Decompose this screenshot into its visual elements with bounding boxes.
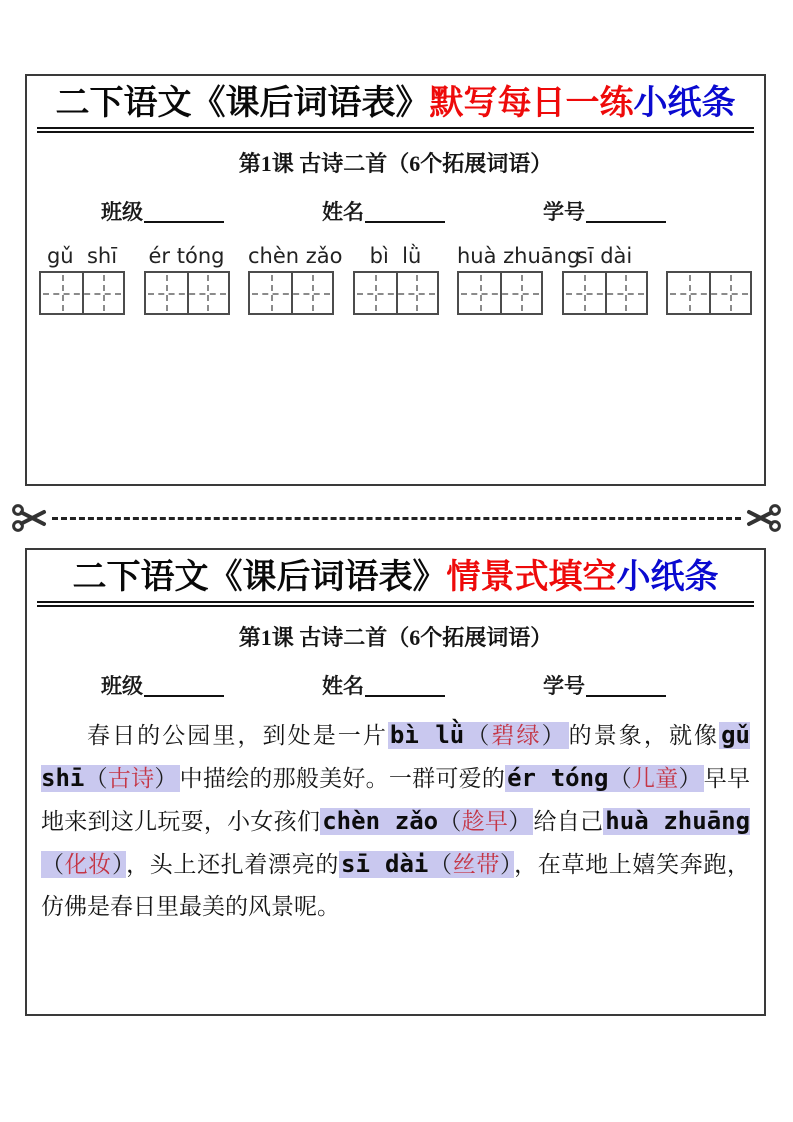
pinyin-row [27, 244, 764, 268]
name-label: 姓名 [322, 674, 364, 699]
pinyin-text: ér tóng [507, 764, 609, 793]
open-paren: （ [464, 723, 492, 749]
pinyin-word [666, 244, 752, 268]
student-info-row [27, 670, 764, 700]
answer-text: 趁早 [461, 809, 509, 835]
story-text: 春日的公园里，到处是一片 [87, 723, 388, 749]
close-paren: ） [154, 766, 178, 792]
cut-line [12, 499, 781, 537]
title-course-part: 二下语文《课后词语表》 [72, 559, 447, 596]
pinyin-text: sī dài [341, 850, 429, 879]
title-activity-part: 情景式填空 [446, 559, 617, 596]
title-course-part: 二下语文《课后词语表》 [55, 85, 430, 122]
close-paren: ） [541, 723, 567, 749]
grid-guide-line [605, 273, 607, 313]
grid-guide-line [291, 273, 293, 313]
writing-grid [248, 271, 334, 315]
class-label: 班级 [101, 674, 143, 699]
lesson-subtitle: 第1课 古诗二首（6个拓展词语） [238, 625, 553, 651]
pinyin-text: huà zhuāng [605, 807, 751, 836]
story-text: 的景象，就像 [568, 723, 720, 749]
open-paren: （ [428, 852, 453, 878]
story-text: 给自己 [533, 809, 604, 835]
student-info-row [27, 196, 764, 226]
writing-grid [562, 271, 648, 315]
story-paragraph [41, 714, 750, 928]
pinyin-word: gǔ shī [46, 244, 118, 269]
writing-grid [39, 271, 125, 315]
pinyin-answer-blank [320, 808, 533, 835]
pinyin-answer-blank [505, 765, 704, 792]
class-field [101, 196, 224, 226]
name-label: 姓名 [322, 200, 364, 225]
number-field [543, 670, 666, 700]
writing-grid [144, 271, 230, 315]
answer-text: 化妆 [64, 852, 112, 878]
answer-text: 古诗 [107, 766, 155, 792]
section-fill-in-slip [25, 548, 766, 1016]
class-label: 班级 [101, 200, 143, 225]
title-activity-part: 默写每日一练 [429, 85, 634, 122]
grid-guide-line [500, 273, 502, 313]
pinyin-text: gǔ shī [41, 721, 751, 793]
story-text: 中描绘的那般美好。一群可爱的 [179, 766, 506, 792]
pinyin-answer-blank [388, 722, 569, 749]
story-text: ，在草地上嬉笑奔跑，仿佛是春日里最美的风景呢。 [41, 852, 751, 920]
pinyin-word: bì lǜ [369, 244, 422, 269]
section2-title [37, 558, 754, 607]
title-slip-part: 小纸条 [616, 559, 719, 596]
pinyin-text: chèn zǎo [322, 807, 439, 836]
writing-grid [353, 271, 439, 315]
open-paren: （ [608, 766, 633, 792]
class-blank-line [144, 201, 224, 223]
close-paren: ） [508, 809, 532, 835]
pinyin-text: bì lǜ [389, 721, 465, 750]
name-blank-line [365, 201, 445, 223]
dashed-cut-rule [52, 517, 741, 520]
writing-grid [666, 271, 752, 315]
close-paren: ） [678, 766, 702, 792]
story-text: 早早地来到这儿玩耍，小女孩们 [41, 766, 751, 835]
name-field [322, 196, 445, 226]
answer-text: 丝带 [452, 852, 500, 878]
close-paren: ） [500, 852, 513, 878]
open-paren: （ [438, 809, 462, 835]
open-paren: （ [84, 766, 108, 792]
number-field [543, 196, 666, 226]
number-blank-line [586, 201, 666, 223]
title-slip-part: 小纸条 [633, 85, 736, 122]
close-paren: ） [111, 852, 125, 878]
class-blank-line [144, 675, 224, 697]
section-dictation-slip [25, 74, 766, 486]
section1-title [37, 84, 754, 133]
scissors-icon [745, 501, 781, 535]
answer-text: 碧绿 [491, 723, 542, 749]
story-text: ，头上还扎着漂亮的 [126, 852, 340, 878]
pinyin-word: huà zhuāng [457, 244, 581, 269]
number-label: 学号 [543, 674, 585, 699]
grid-guide-line [709, 273, 711, 313]
grid-guide-line [187, 273, 189, 313]
number-blank-line [586, 675, 666, 697]
answer-text: 儿童 [632, 766, 679, 792]
number-label: 学号 [543, 200, 585, 225]
grid-guide-line [396, 273, 398, 313]
class-field [101, 670, 224, 700]
lesson-subtitle: 第1课 古诗二首（6个拓展词语） [238, 151, 553, 177]
writing-grid [457, 271, 543, 315]
grid-guide-line [82, 273, 84, 313]
pinyin-answer-blank [339, 851, 514, 878]
writing-grid-row [27, 271, 764, 315]
name-field [322, 670, 445, 700]
pinyin-word: sī dài [576, 244, 633, 269]
pinyin-word: chèn zǎo [248, 244, 343, 269]
pinyin-word: ér tóng [148, 244, 225, 269]
name-blank-line [365, 675, 445, 697]
scissors-icon [12, 501, 48, 535]
open-paren: （ [41, 852, 65, 878]
